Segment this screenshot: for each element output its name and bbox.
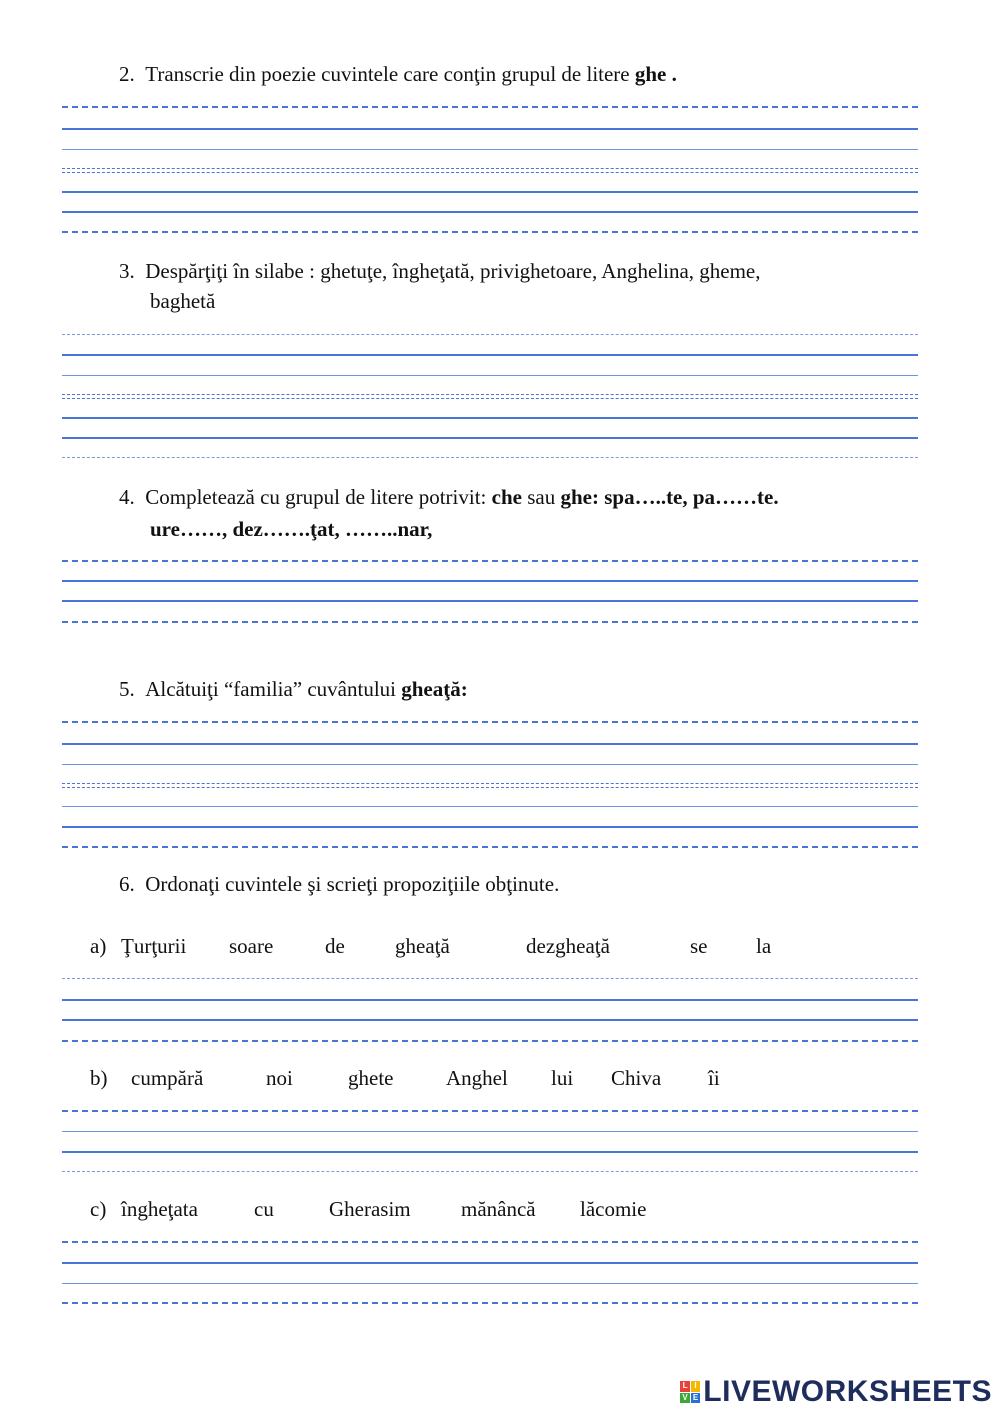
writing-line (62, 1110, 918, 1112)
logo-badge-icon (680, 1381, 700, 1403)
writing-line (62, 806, 918, 807)
question-text: Despărţiţi în silabe : ghetuţe, îngheţată, privighetoare, Anghelina, gheme, (145, 259, 761, 283)
question-text: sau (521, 485, 561, 509)
word: noi (266, 1066, 293, 1090)
question-bold-text: gheaţă: (401, 677, 468, 701)
writing-line (62, 417, 918, 419)
question-2 (119, 61, 677, 87)
writing-line (62, 231, 918, 233)
word: dezgheaţă (526, 934, 610, 958)
question-text: Completează cu grupul de litere potrivit: (145, 485, 492, 509)
writing-line (62, 334, 918, 335)
question-bold-text: ghe . (634, 62, 677, 86)
question-6 (119, 871, 559, 897)
writing-line (62, 743, 918, 745)
writing-line (62, 1019, 918, 1021)
question-number: 4. (119, 485, 135, 509)
question-4-continuation: ure……, dez…….ţat, ……..nar, (150, 517, 433, 541)
question-bold-text: che (491, 485, 522, 509)
writing-line (62, 394, 918, 399)
word: Chiva (611, 1066, 662, 1090)
question-number: 6. (119, 872, 135, 896)
writing-line (62, 621, 918, 623)
word: gheaţă (395, 934, 450, 958)
word: lăcomie (580, 1197, 647, 1221)
question-number: 2. (119, 62, 135, 86)
question-text: Ordonaţi cuvintele şi scrieţi propoziţiile obţinute. (145, 872, 560, 896)
logo-text: LIVEWORKSHEETS (703, 1375, 992, 1408)
logo-badge-letter: E (691, 1393, 701, 1404)
writing-line (62, 191, 918, 193)
writing-line (62, 580, 918, 582)
writing-line (62, 721, 918, 723)
writing-line (62, 764, 918, 765)
word: soare (229, 934, 274, 958)
word: ghete (348, 1066, 394, 1090)
word: îi (708, 1066, 720, 1090)
word: se (690, 934, 708, 958)
word: mănâncă (461, 1197, 536, 1221)
writing-line (62, 149, 918, 150)
word: la (756, 934, 772, 958)
writing-line (62, 128, 918, 130)
logo-badge-letter: L (680, 1381, 690, 1392)
writing-line (62, 600, 918, 602)
writing-line (62, 457, 918, 458)
writing-line (62, 211, 918, 213)
writing-line (62, 1283, 918, 1284)
writing-line (62, 826, 918, 828)
question-5 (119, 676, 468, 702)
writing-line (62, 1171, 918, 1172)
writing-line (62, 978, 918, 979)
logo-badge-letter: I (691, 1381, 701, 1392)
writing-line (62, 1040, 918, 1042)
question-4 (119, 484, 779, 510)
word: lui (551, 1066, 574, 1090)
word: Ţurţurii (121, 934, 187, 958)
writing-line (62, 999, 918, 1001)
row-c-label: c) (90, 1197, 107, 1221)
writing-line (62, 1151, 918, 1153)
writing-line (62, 354, 918, 356)
question-text: Alcătuiţi “familia” cuvântului (145, 677, 402, 701)
question-3 (119, 258, 760, 284)
writing-line (62, 560, 918, 562)
logo-badge-letter: V (680, 1393, 690, 1404)
writing-line (62, 1262, 918, 1264)
word: de (325, 934, 345, 958)
word: Anghel (446, 1066, 508, 1090)
row-b-label: b) (90, 1066, 108, 1090)
word: cumpără (131, 1066, 204, 1090)
question-bold-text: ghe: spa…..te, pa……te. (560, 485, 779, 509)
writing-line (62, 846, 918, 848)
writing-line (62, 783, 918, 788)
word: cu (254, 1197, 274, 1221)
question-number: 3. (119, 259, 135, 283)
question-text: Transcrie din poezie cuvintele care conţin grupul de litere (145, 62, 635, 86)
word: Gherasim (329, 1197, 411, 1221)
writing-line (62, 106, 918, 108)
writing-line (62, 1131, 918, 1132)
liveworksheets-logo[interactable] (680, 1375, 992, 1409)
writing-line (62, 1302, 918, 1304)
writing-line (62, 1241, 918, 1243)
word: îngheţata (121, 1197, 198, 1221)
writing-line (62, 168, 918, 173)
question-number: 5. (119, 677, 135, 701)
writing-line (62, 437, 918, 439)
row-a-label: a) (90, 934, 107, 958)
question-3-continuation: baghetă (150, 289, 216, 313)
writing-line (62, 375, 918, 376)
